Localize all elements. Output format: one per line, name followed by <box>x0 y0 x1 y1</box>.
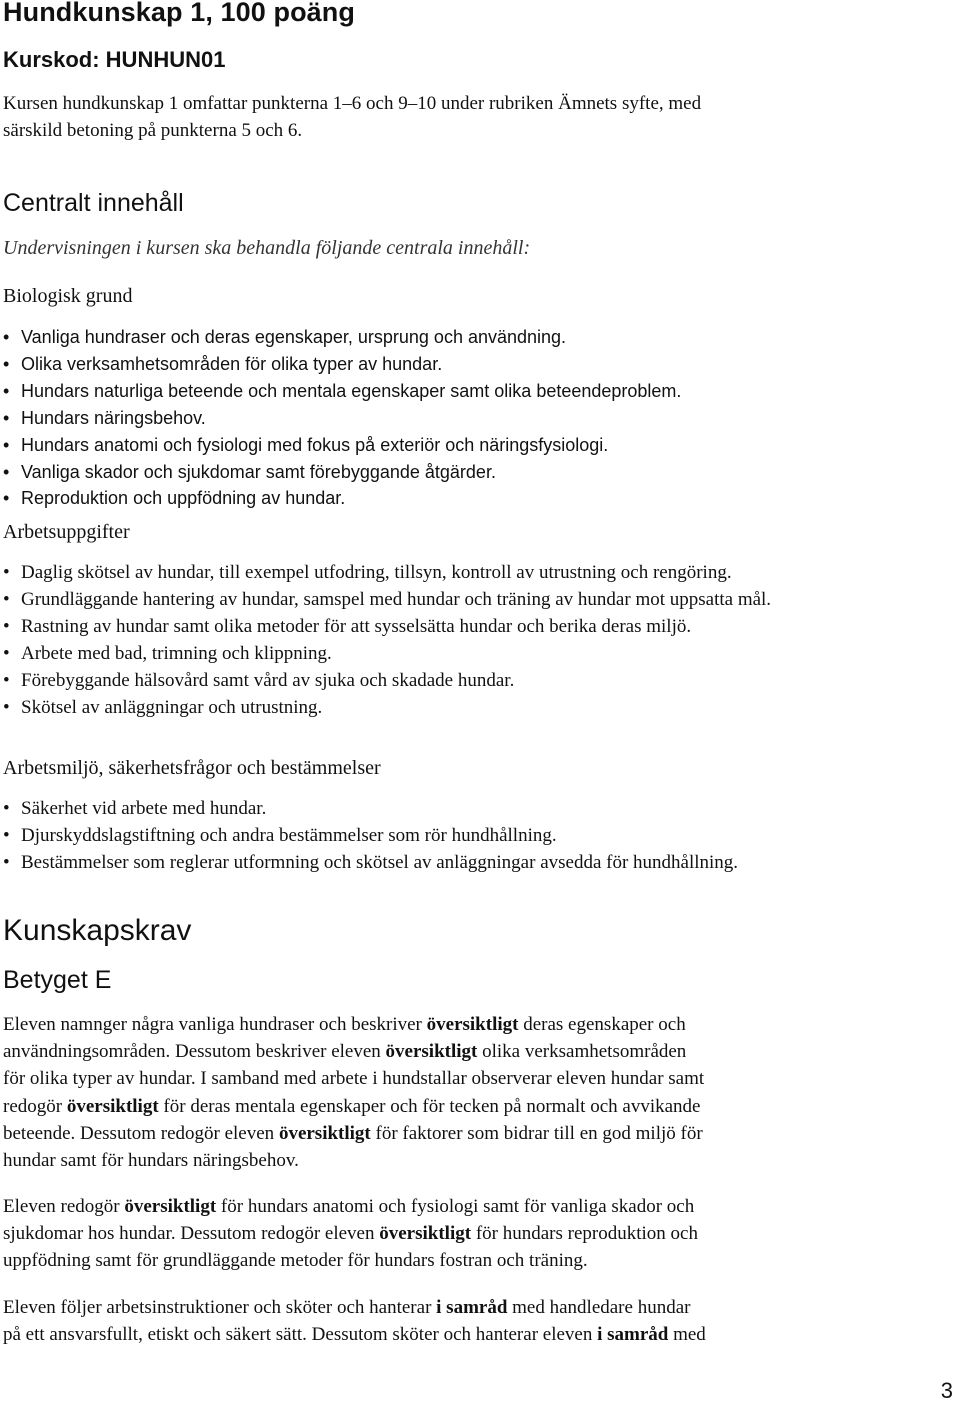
intro-line: Kursen hundkunskap 1 omfattar punkterna 1–6 och 9–10 under rubriken Ämnets syfte, med <box>3 93 702 114</box>
list-item: • Skötsel av anläggningar och utrustning. <box>3 696 323 718</box>
text-line: sjukdomar hos hundar. Dessutom redogör eleven översiktligt för hundars reproduktion och <box>3 1223 698 1245</box>
list-item: • Vanliga hundraser och deras egenskaper, ursprung och användning. <box>3 327 567 347</box>
text-line: redogör översiktligt för deras mentala egenskaper och för tecken på normalt och avvikande <box>3 1095 701 1117</box>
subsection-heading-biology: Biologisk grund <box>3 285 133 307</box>
list-item: • Säkerhet vid arbete med hundar. <box>3 798 267 819</box>
list-item: • Olika verksamhetsområden för olika typer av hundar. <box>3 353 443 374</box>
text-line: Eleven redogör översiktligt för hundars anatomi och fysiologi samt för vanliga skador och <box>3 1196 695 1217</box>
course-code: Kurskod: HUNHUN01 <box>3 47 226 72</box>
subsection-heading-tasks: Arbetsuppgifter <box>3 521 130 543</box>
section-heading-requirements: Kunskapskrav <box>3 914 192 947</box>
intro-line: särskild betoning på punkterna 5 och 6. <box>3 120 303 141</box>
text-line: uppfödning samt för grundläggande metoder för hundars fostran och träning. <box>3 1250 588 1272</box>
text-line: Eleven namnger några vanliga hundraser och beskriver översiktligt deras egenskaper och <box>3 1014 686 1035</box>
list-item: • Rastning av hundar samt olika metoder för att sysselsätta hundar och berika deras miljö. <box>3 615 692 637</box>
list-item: • Förebyggande hälsovård samt vård av sjuka och skadade hundar. <box>3 669 515 691</box>
section-heading-central: Centralt innehåll <box>3 189 184 217</box>
list-item: • Reproduktion och uppfödning av hundar. <box>3 488 346 509</box>
list-item: • Bestämmelser som reglerar utformning och skötsel av anläggningar avsedda för hundhållning. <box>3 851 739 873</box>
list-item: • Hundars anatomi och fysiologi med fokus på exteriör och näringsfysiologi. <box>3 434 609 455</box>
biology-list <box>3 324 921 512</box>
subsection-heading-safety: Arbetsmiljö, säkerhetsfrågor och bestämmelser <box>3 757 381 779</box>
page-number: 3 <box>940 1378 953 1403</box>
course-title: Hundkunskap 1, 100 poäng <box>3 0 355 27</box>
list-item: • Arbete med bad, trimning och klippning. <box>3 642 332 664</box>
text-line: hundar samt för hundars näringsbehov. <box>3 1150 299 1172</box>
list-item: • Daglig skötsel av hundar, till exempel utfodring, tillsyn, kontroll av utrustning och rengöring. <box>3 562 732 583</box>
text-line: för olika typer av hundar. I samband med arbete i hundstallar observerar eleven hundar samt <box>3 1068 705 1090</box>
requirements-paragraph-3 <box>3 1294 903 1348</box>
course-intro <box>3 90 701 144</box>
safety-list <box>3 796 921 877</box>
list-item: • Vanliga skador och sjukdomar samt förebyggande åtgärder. <box>3 461 496 482</box>
text-line: beteende. Dessutom redogör eleven översiktligt för faktorer som bidrar till en god miljö för <box>3 1122 703 1144</box>
list-item: • Grundläggande hantering av hundar, samspel med hundar och träning av hundar mot uppsatta mål. <box>3 588 772 610</box>
grade-heading: Betyget E <box>3 966 112 994</box>
list-item: • Hundars naturliga beteende och mentala egenskaper samt olika beteendeproblem. <box>3 380 682 401</box>
requirements-paragraph-1 <box>3 1011 903 1174</box>
list-item: • Djurskyddslagstiftning och andra bestämmelser som rör hundhållning. <box>3 824 557 846</box>
text-line: användningsområden. Dessutom beskriver eleven översiktligt olika verksamhetsområden <box>3 1041 687 1063</box>
tasks-list <box>3 560 921 721</box>
text-line: Eleven följer arbetsinstruktioner och sköter och hanterar i samråd med handledare hundar <box>3 1297 691 1318</box>
central-lead: Undervisningen i kursen ska behandla följande centrala innehåll: <box>3 237 531 259</box>
text-line: på ett ansvarsfullt, etiskt och säkert sätt. Dessutom sköter och hanterar eleven i samråd med <box>3 1324 706 1346</box>
list-item: • Hundars näringsbehov. <box>3 407 206 428</box>
requirements-paragraph-2 <box>3 1193 903 1275</box>
